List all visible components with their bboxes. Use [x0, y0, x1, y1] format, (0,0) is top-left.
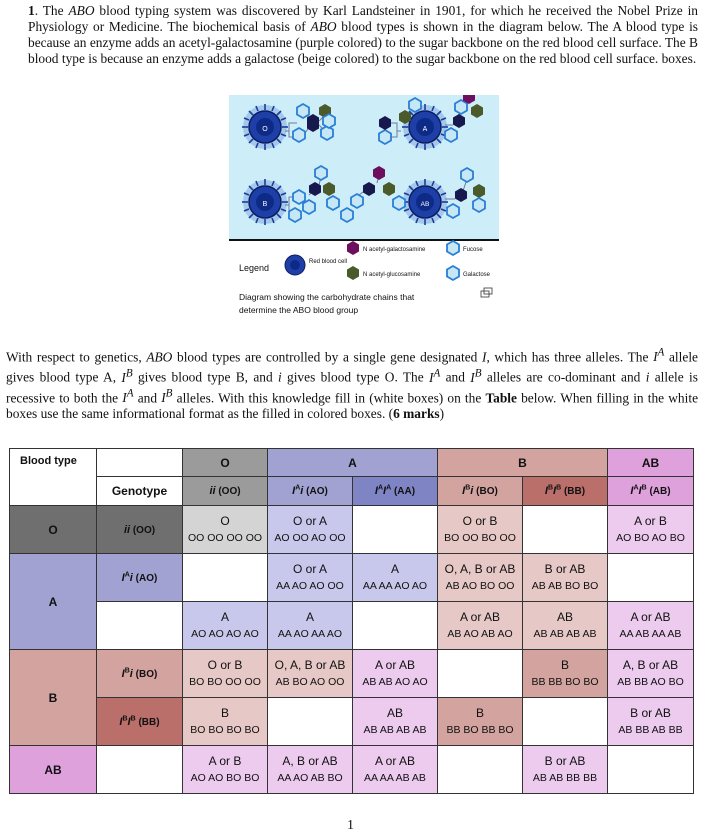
punnett-cell: [183, 650, 268, 698]
genotype-combos: AB BO AO OO: [275, 676, 345, 688]
genotype-combos: BO OO BO OO: [444, 532, 516, 544]
blood-type-header: Blood type: [10, 449, 97, 506]
row-genotype-4: [97, 698, 183, 746]
punnett-cell: [523, 602, 608, 650]
genotype-combos: AB AB AB AB: [363, 724, 427, 736]
punnett-cell: [608, 602, 694, 650]
genotype-combos: AO OO AO OO: [274, 532, 346, 544]
legend: [239, 241, 492, 315]
phenotype-value: B: [475, 706, 484, 720]
row-blood-type-ab: AB: [10, 746, 97, 794]
punnett-cell: [608, 650, 694, 698]
genotype-combos: AB AB AB AB: [533, 628, 597, 640]
answer-box[interactable]: [353, 602, 438, 650]
genotype-combos: AB AB BO BO: [531, 580, 599, 592]
svg-text:Legend: Legend: [239, 263, 270, 273]
genotype-combos: AO BO AO BO: [616, 532, 685, 544]
punnett-cell: [268, 506, 353, 554]
genotype-combos: AA AA AO AO: [362, 580, 428, 592]
svg-text:B: B: [262, 201, 268, 208]
punnett-cell: [438, 554, 523, 602]
punnett-cell: [268, 650, 353, 698]
phenotype-value: A, B or AB: [622, 658, 679, 672]
phenotype-value: A or AB: [374, 658, 416, 672]
phenotype-value: B: [220, 706, 229, 720]
phenotype-value: AB: [386, 706, 403, 720]
phenotype-value: A or AB: [374, 754, 416, 768]
phenotype-value: A: [220, 610, 229, 624]
allele-ia: $I^A$: [653, 347, 665, 365]
phenotype-value: A, B or AB: [282, 754, 338, 768]
genotype-combos: BB BB BO BO: [531, 676, 599, 688]
table-row: [10, 554, 694, 602]
answer-box[interactable]: [353, 506, 438, 554]
phenotype-value: A or AB: [630, 610, 671, 624]
genotype-combos: AA AO AO OO: [276, 580, 344, 592]
phenotype-value: O or B: [462, 514, 498, 528]
row-genotype-3: [97, 650, 183, 698]
answer-box[interactable]: [608, 554, 694, 602]
genotype-combos: AA AB AA AB: [619, 628, 682, 640]
phenotype-value: O or A: [292, 562, 327, 576]
phenotype-value: B: [560, 658, 569, 672]
svg-text:N acetyl-galactosamine: N acetyl-galactosamine: [363, 247, 426, 253]
genotype-combos: AB AB BB BB: [532, 772, 598, 784]
phenotype-value: A or B: [208, 754, 242, 768]
punnett-cell: [523, 650, 608, 698]
group-header-a: A: [268, 449, 438, 477]
answer-box[interactable]: [438, 746, 523, 794]
enlarge-icon[interactable]: [481, 288, 492, 297]
col-genotype-0: [183, 477, 268, 506]
question-number: 1: [28, 3, 35, 18]
blood-type-table: [9, 448, 694, 794]
punnett-cell: [438, 506, 523, 554]
genotype-combos: AB AB AO AO: [362, 676, 428, 688]
genotype-label: $I^Ai$ (AO): [121, 571, 158, 584]
punnett-cell: [523, 746, 608, 794]
genotype-combos: BO BO OO OO: [189, 676, 261, 688]
svg-text:N acetyl-glucosamine: N acetyl-glucosamine: [363, 272, 421, 278]
col-genotype-1: [268, 477, 353, 506]
genotype-header: Genotype: [97, 477, 183, 506]
table-row: [10, 650, 694, 698]
phenotype-value: B or AB: [544, 754, 586, 768]
table-row: [10, 506, 694, 554]
group-header-b: B: [438, 449, 608, 477]
genotype-combos: AB AO BO OO: [445, 580, 515, 592]
punnett-cell: [183, 602, 268, 650]
genotype-combos: AA AO AA AO: [277, 628, 343, 640]
answer-box[interactable]: [438, 650, 523, 698]
punnett-cell: [608, 506, 694, 554]
row-genotype-2[interactable]: [97, 602, 183, 650]
svg-text:Fucose: Fucose: [463, 247, 483, 253]
punnett-cell: [438, 698, 523, 746]
genotype-combos: AA AO AB BO: [277, 772, 343, 784]
answer-box[interactable]: [608, 746, 694, 794]
table-row: [10, 602, 694, 650]
genotype-combos: AA AA AB AB: [364, 772, 426, 784]
page-number: 1: [347, 818, 354, 833]
genotype-combos: AO AO AO AO: [191, 628, 259, 640]
svg-text:Diagram showing the carbohydra: Diagram showing the carbohydrate chains that: [239, 292, 415, 302]
phenotype-value: A: [305, 610, 314, 624]
genotype-label: ii (OO): [209, 485, 241, 497]
punnett-cell: [438, 602, 523, 650]
phenotype-value: AB: [556, 610, 573, 624]
phenotype-value: O: [220, 514, 230, 528]
phenotype-value: A or B: [634, 514, 667, 528]
genotype-combos: OO OO OO OO: [187, 532, 263, 544]
genotype-label: $I^BI^B$ (BB): [119, 715, 160, 728]
phenotype-value: A or AB: [459, 610, 501, 624]
abo-diagram: [229, 95, 499, 325]
punnett-cell: [268, 602, 353, 650]
row-genotype-1: [97, 554, 183, 602]
answer-box[interactable]: [268, 698, 353, 746]
col-genotype-3: [438, 477, 523, 506]
svg-text:Galactose: Galactose: [463, 272, 491, 278]
svg-text:A: A: [422, 126, 428, 133]
group-header-ab: AB: [608, 449, 694, 477]
genotype-label: $I^BI^B$ (BB): [544, 484, 586, 498]
answer-box[interactable]: [523, 506, 608, 554]
phenotype-value: B or AB: [544, 562, 586, 576]
genotype-label: $I^AI^A$ (AA): [374, 484, 416, 498]
col-genotype-5: [608, 477, 694, 506]
genotype-combos: AB BB AO BO: [617, 676, 684, 688]
group-header-o: O: [183, 449, 268, 477]
punnett-cell: [268, 554, 353, 602]
row-blood-type-b: B: [10, 650, 97, 746]
genotype-combos: BO BO BO BO: [190, 724, 260, 736]
genotype-combos: AO AO BO BO: [190, 772, 260, 784]
genotype-combos: AB AO AB AO: [447, 628, 513, 640]
header-blank: [97, 449, 183, 477]
phenotype-value: B or AB: [630, 706, 671, 720]
answer-box[interactable]: [183, 554, 268, 602]
svg-text:O: O: [262, 126, 268, 133]
punnett-cell: [353, 746, 438, 794]
svg-text:determine the ABO blood group: determine the ABO blood group: [239, 305, 359, 315]
genotype-combos: BB BO BB BO: [446, 724, 514, 736]
row-genotype-0: [97, 506, 183, 554]
punnett-cell: [268, 746, 353, 794]
question-paragraph: With respect to genetics, ABO blood types are controlled by a single gene designated I, which has three alleles. The $I^A$ allele gives blood type A, $I^B$ gives blood type B, and i gives blood type O. The $I^A$ and $I^B$ alleles are co-dominant and i allele is recessive to both the $I^A$ and $I^B$ alleles. With this knowledge fill in (white boxes) on the Table below. When filling in the white boxes use the same informational format as the filled in colored boxes. (6 marks): [6, 347, 699, 422]
table-row: [10, 698, 694, 746]
header-row-groups: [10, 449, 694, 477]
phenotype-value: O, A, B or AB: [274, 658, 346, 672]
genotype-label: $I^Ai$ (AO): [292, 484, 328, 498]
punnett-cell: [353, 698, 438, 746]
col-genotype-2: [353, 477, 438, 506]
row-blood-type-o: O: [10, 506, 97, 554]
genotype-combos: AB BB AB BB: [618, 724, 683, 736]
punnett-cell: [353, 650, 438, 698]
row-blood-type-a: A: [10, 554, 97, 650]
punnett-cell: [183, 746, 268, 794]
punnett-cell: [608, 698, 694, 746]
row-genotype-5[interactable]: [97, 746, 183, 794]
col-genotype-4: [523, 477, 608, 506]
phenotype-value: O or B: [207, 658, 243, 672]
phenotype-value: O or A: [292, 514, 327, 528]
phenotype-value: O, A, B or AB: [444, 562, 516, 576]
genotype-label: $I^Bi$ (BO): [462, 484, 498, 498]
intro-paragraph: 1. The ABO blood typing system was discovered by Karl Landsteiner in 1901, for which he received the Nobel Prize in Physiology or Medicine. The biochemical basis of ABO blood types is shown in the diagram below. The A blood type is because an enzyme adds an acetyl-galactosamine (purple colored) to the sugar backbone on the red blood cell surface. The B blood type is because an enzyme adds a galactose (beige colored) to the sugar backbone on the red blood cell surface. boxes.: [28, 3, 698, 66]
genotype-label: $I^Bi$ (BO): [121, 667, 158, 680]
answer-box[interactable]: [523, 698, 608, 746]
genotype-label: ii (OO): [123, 523, 156, 536]
svg-text:Red blood cell: Red blood cell: [309, 259, 348, 265]
punnett-cell: [353, 554, 438, 602]
allele-ib: $I^B$: [121, 367, 133, 385]
punnett-cell: [523, 554, 608, 602]
phenotype-value: A: [390, 562, 399, 576]
table-row: [10, 746, 694, 794]
punnett-cell: [183, 506, 268, 554]
punnett-cell: [183, 698, 268, 746]
genotype-label: $I^AI^B$ (AB): [630, 484, 671, 498]
svg-text:AB: AB: [420, 201, 430, 208]
header-row-genotypes: [10, 477, 694, 506]
